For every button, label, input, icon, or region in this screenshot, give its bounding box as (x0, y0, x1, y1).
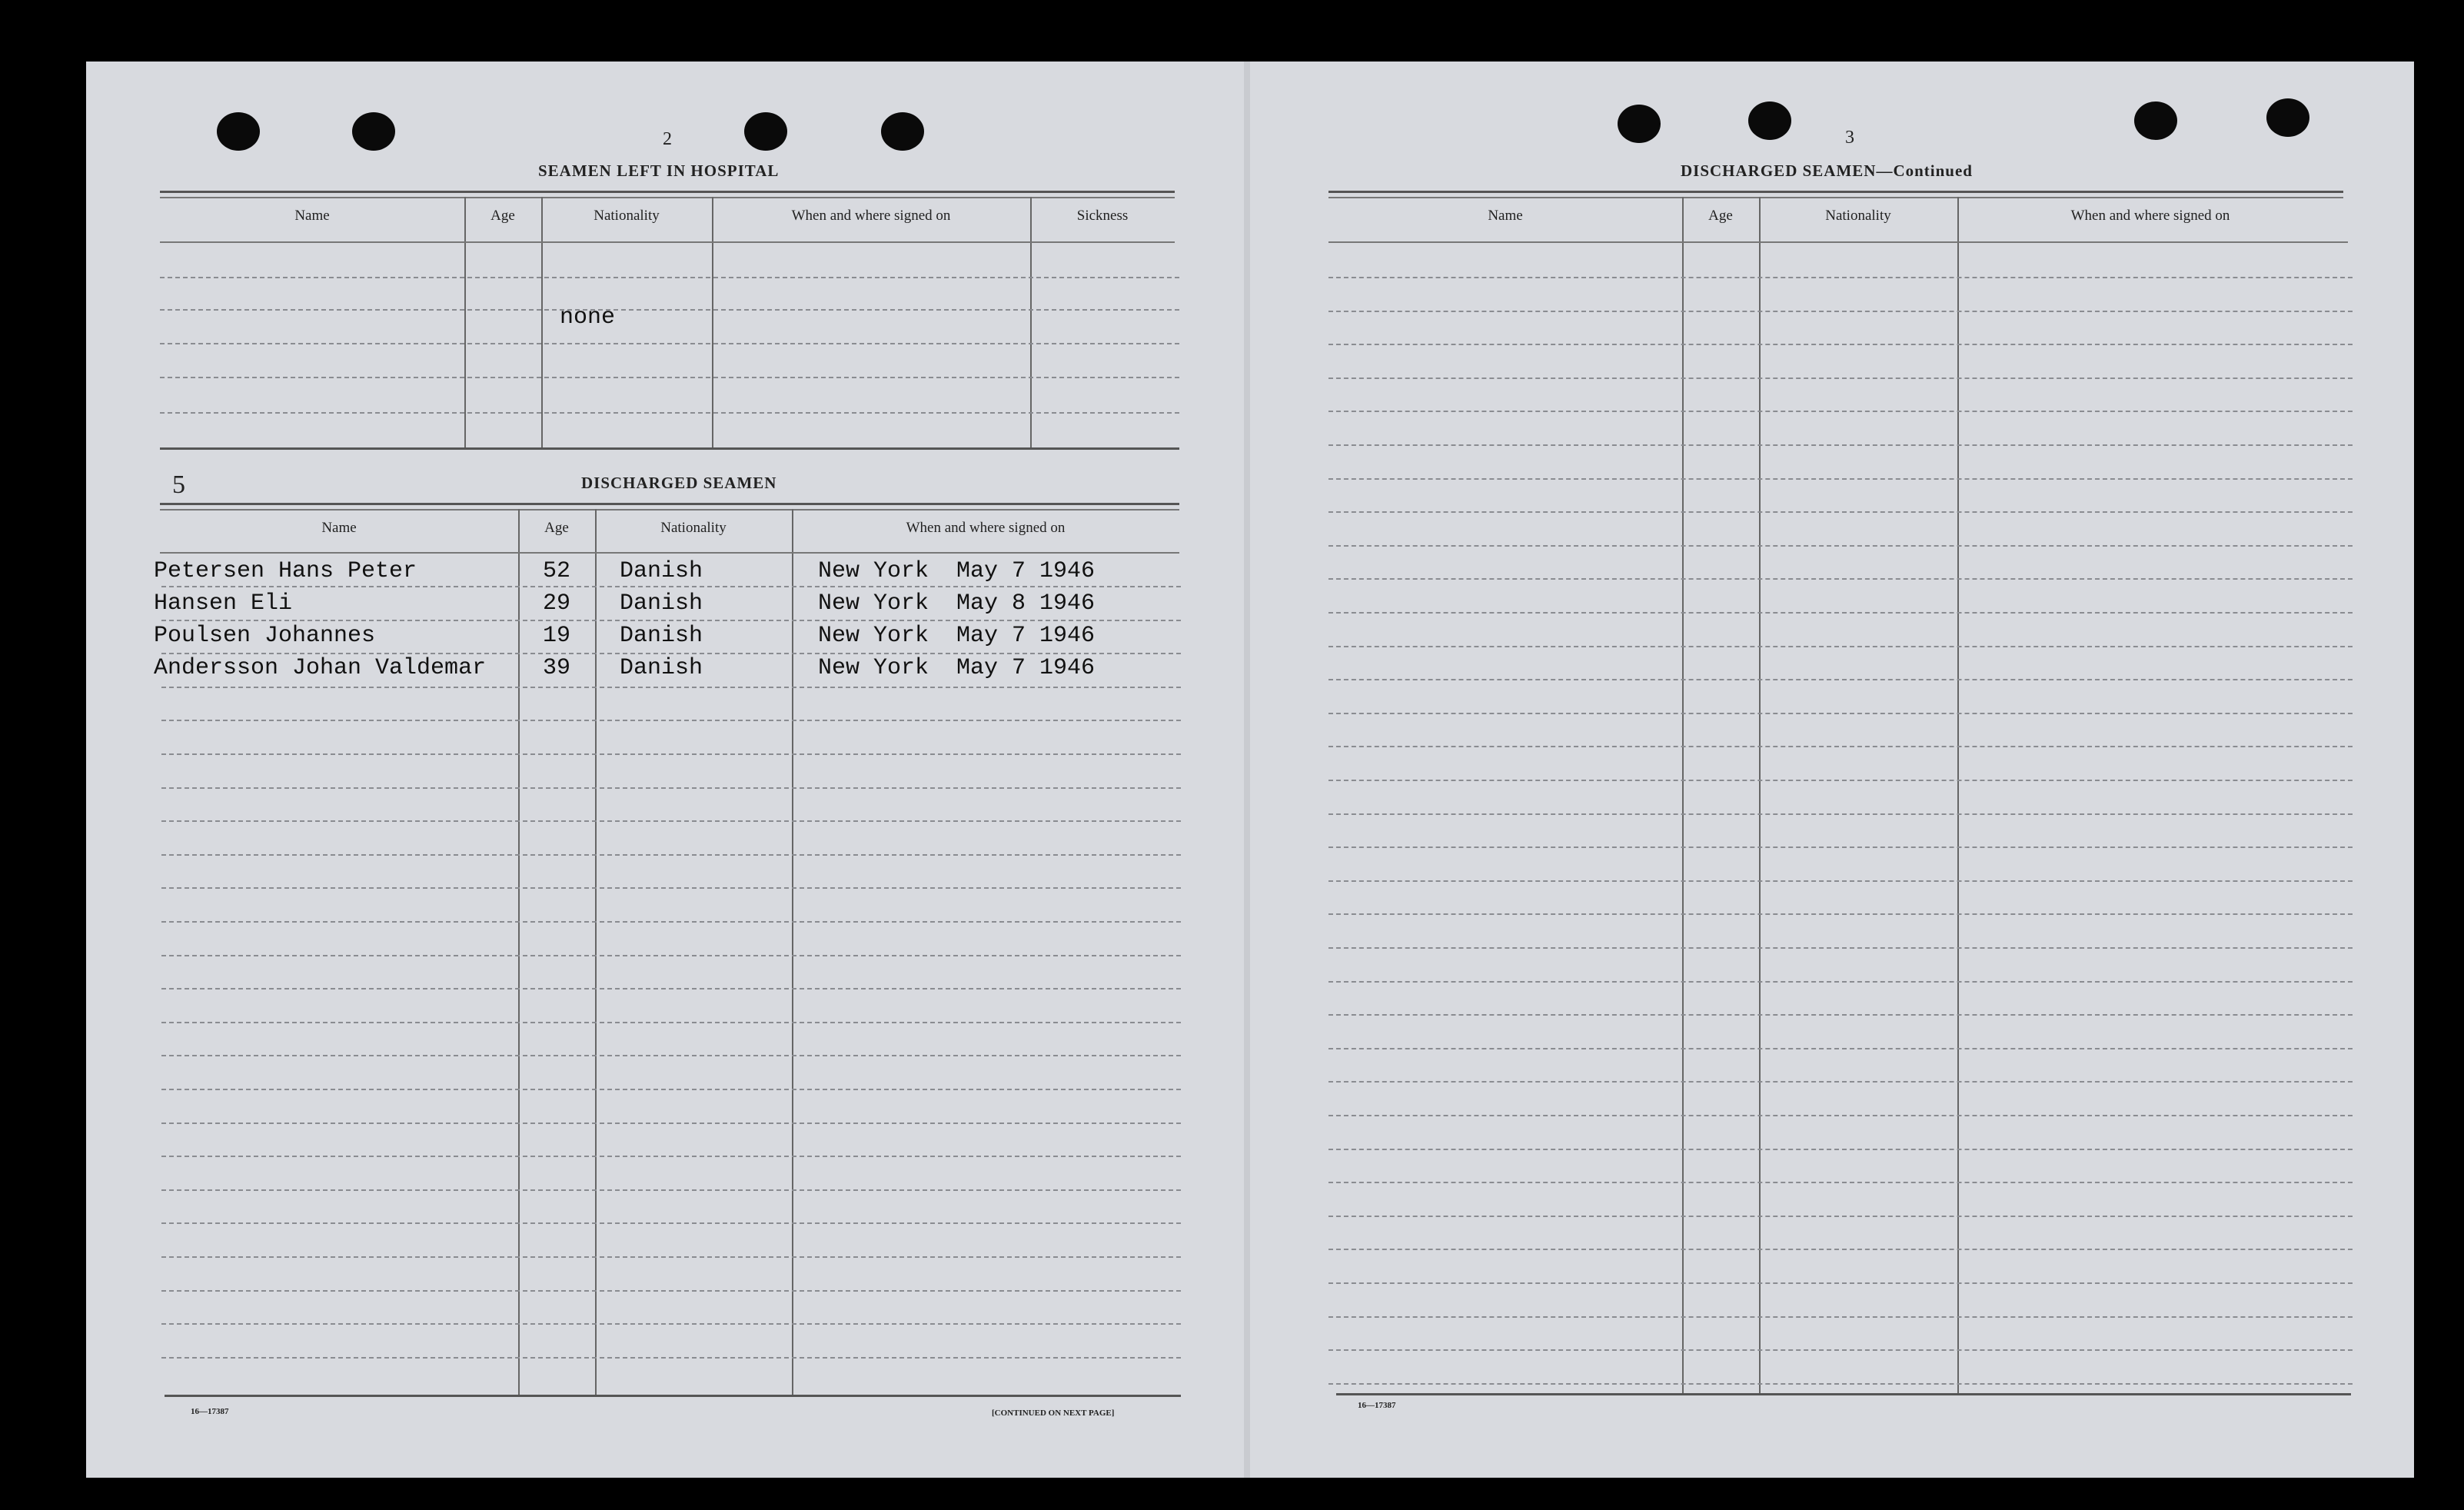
row-line (161, 1156, 1181, 1157)
row-line (1328, 981, 2353, 983)
row-line (1328, 545, 2353, 547)
col-divider (1759, 197, 1761, 1393)
rule (1336, 1393, 2351, 1395)
row-line (161, 1222, 1181, 1224)
margin-mark: 5 (172, 471, 185, 499)
row-line (1328, 578, 2353, 580)
row-line (160, 552, 1179, 554)
row-line (1328, 1349, 2353, 1351)
continued-note: [CONTINUED ON NEXT PAGE] (992, 1409, 1115, 1418)
rule (1328, 197, 2343, 198)
row-line (1328, 378, 2353, 379)
row-line (160, 309, 1179, 311)
row-line (161, 720, 1181, 721)
seaman-age: 19 (543, 623, 571, 649)
page-number: 2 (663, 129, 672, 149)
seaman-name: Andersson Johan Valdemar (154, 655, 487, 681)
col-divider (1682, 197, 1684, 1393)
discharged-continued-title: DISCHARGED SEAMEN—Continued (1681, 161, 1973, 180)
col-header-signed-on: When and where signed on (906, 520, 1066, 536)
row-line (1328, 1282, 2353, 1284)
rule (165, 1395, 1181, 1397)
row-line (161, 1290, 1181, 1292)
col-header-nationality: Nationality (594, 208, 660, 224)
rule (1328, 191, 2343, 193)
col-header-age: Age (490, 208, 515, 224)
row-line (161, 988, 1181, 989)
col-divider (1957, 197, 1959, 1393)
form-number: 16—17387 (1358, 1401, 1396, 1410)
page-fold (1244, 62, 1250, 1478)
col-header-nationality: Nationality (660, 520, 727, 536)
col-header-age: Age (1708, 208, 1733, 224)
row-line (161, 620, 1181, 621)
col-header-signed-on: When and where signed on (2070, 208, 2230, 224)
row-line (1328, 1182, 2353, 1183)
row-line (1328, 277, 2353, 278)
rule (160, 509, 1179, 511)
row-line (161, 1189, 1181, 1191)
row-line (160, 412, 1179, 414)
col-header-name: Name (294, 208, 330, 224)
row-line (1328, 913, 2353, 915)
row-line (1328, 1316, 2353, 1318)
row-line (1328, 1115, 2353, 1116)
row-line (1328, 511, 2353, 513)
seaman-age: 29 (543, 590, 571, 617)
punch-hole (2134, 101, 2177, 140)
row-line (161, 1357, 1181, 1359)
punch-hole (2266, 98, 2309, 137)
row-line (161, 1123, 1181, 1124)
row-line (161, 753, 1181, 755)
hospital-title: SEAMEN LEFT IN HOSPITAL (538, 161, 780, 180)
row-line (160, 377, 1179, 378)
row-line (1328, 612, 2353, 614)
rule (160, 447, 1179, 450)
col-header-name: Name (1488, 208, 1523, 224)
row-line (161, 787, 1181, 789)
row-line (161, 1089, 1181, 1090)
discharged-title: DISCHARGED SEAMEN (581, 474, 777, 492)
seaman-nationality: Danish (620, 623, 703, 649)
row-line (1328, 344, 2353, 345)
row-line (161, 1055, 1181, 1056)
col-divider (595, 509, 597, 1395)
row-line (160, 277, 1179, 278)
row-line (1328, 880, 2353, 882)
punch-hole (1748, 101, 1791, 140)
col-divider (518, 509, 520, 1395)
ledger-sheet (86, 62, 2414, 1478)
rule (160, 503, 1179, 505)
row-line (1328, 679, 2353, 680)
punch-hole (1618, 105, 1661, 143)
row-line (1328, 813, 2353, 815)
punch-hole (217, 112, 260, 151)
row-line (1328, 846, 2353, 848)
punch-hole (744, 112, 787, 151)
punch-hole (881, 112, 924, 151)
row-line (161, 854, 1181, 856)
row-line (161, 653, 1181, 654)
page-number: 3 (1845, 128, 1854, 148)
row-line (1328, 411, 2353, 412)
seaman-signed-on: New York May 7 1946 (818, 623, 1096, 649)
row-line (1328, 311, 2353, 312)
col-header-name: Name (321, 520, 357, 536)
col-header-sickness: Sickness (1076, 208, 1129, 224)
col-header-nationality: Nationality (1825, 208, 1891, 224)
hospital-entry: none (560, 304, 616, 331)
row-line (1328, 1014, 2353, 1016)
row-line (161, 586, 1181, 587)
row-line (1328, 1216, 2353, 1217)
row-line (1328, 780, 2353, 781)
row-line (1328, 646, 2353, 647)
row-line (1328, 1249, 2353, 1250)
row-line (1328, 1383, 2353, 1385)
col-header-age: Age (544, 520, 569, 536)
col-divider (464, 197, 466, 447)
row-line (1328, 241, 2348, 243)
row-line (161, 820, 1181, 822)
row-line (161, 955, 1181, 956)
seaman-name: Petersen Hans Peter (154, 558, 417, 584)
row-line (1328, 1048, 2353, 1049)
row-line (1328, 478, 2353, 480)
seaman-age: 52 (543, 558, 571, 584)
row-line (161, 1022, 1181, 1023)
row-line (1328, 947, 2353, 949)
seaman-name: Poulsen Johannes (154, 623, 376, 649)
col-divider (541, 197, 543, 447)
col-divider (792, 509, 793, 1395)
col-divider (712, 197, 713, 447)
form-number: 16—17387 (191, 1407, 229, 1416)
row-line (161, 1256, 1181, 1258)
seaman-signed-on: New York May 7 1946 (818, 558, 1096, 584)
seaman-signed-on: New York May 7 1946 (818, 655, 1096, 681)
row-line (1328, 1149, 2353, 1150)
row-line (1328, 713, 2353, 714)
row-line (1328, 444, 2353, 446)
row-line (161, 921, 1181, 923)
row-line (161, 687, 1181, 688)
row-line (1328, 746, 2353, 747)
seaman-nationality: Danish (620, 558, 703, 584)
row-line (160, 241, 1175, 243)
punch-hole (352, 112, 395, 151)
seaman-signed-on: New York May 8 1946 (818, 590, 1096, 617)
rule (160, 197, 1175, 198)
rule (160, 191, 1175, 193)
seaman-age: 39 (543, 655, 571, 681)
seaman-nationality: Danish (620, 590, 703, 617)
col-divider (1030, 197, 1032, 447)
seaman-nationality: Danish (620, 655, 703, 681)
row-line (161, 1323, 1181, 1325)
seaman-name: Hansen Eli (154, 590, 293, 617)
col-header-signed-on: When and where signed on (791, 208, 951, 224)
row-line (1328, 1081, 2353, 1083)
row-line (161, 887, 1181, 889)
row-line (160, 343, 1179, 344)
